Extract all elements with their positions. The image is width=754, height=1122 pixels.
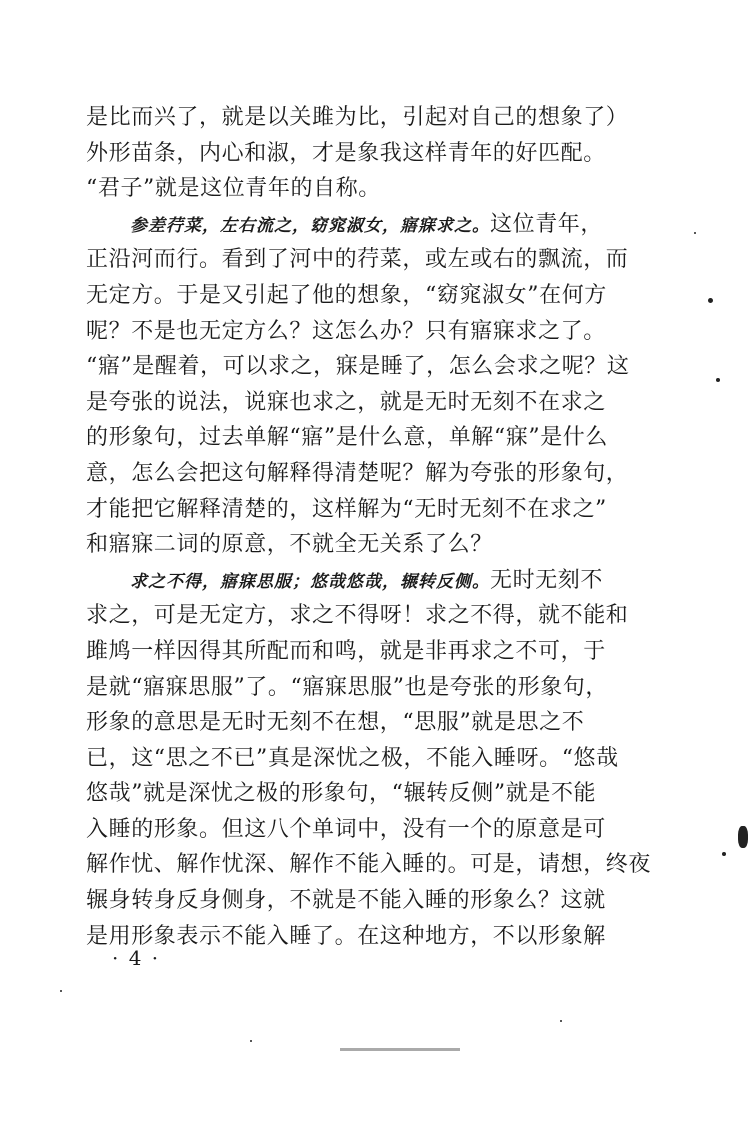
poem-quote: 求之不得，寤寐思服；悠哉悠哉，辗转反侧。 <box>130 571 490 592</box>
text-line: 雎鸠一样因得其所配而和鸣，就是非再求之不可，于 <box>86 638 606 664</box>
text-line: 外形苗条，内心和淑，才是象我这样青年的好匹配。 <box>86 140 606 166</box>
text-line: 解作忧、解作忧深、解作不能入睡的。可是，请想，终夜 <box>86 852 652 878</box>
text-line: 意，怎么会把这句解释得清楚呢？解为夸张的形象句， <box>86 460 629 486</box>
text-line: 悠哉”就是深忧之极的形象句，“辗转反侧”就是不能 <box>86 781 597 807</box>
text-line: 正沿河而行。看到了河中的荇菜，或左或右的飘流，而 <box>86 247 629 273</box>
scan-mark <box>340 1048 460 1051</box>
text-line: 和寤寐二词的原意，不就全无关系了么？ <box>86 532 493 558</box>
text-line: 已，这“思之不已”真是深忧之极，不能入睡呀。“悠哉 <box>86 745 619 771</box>
text-line: “寤”是醒着，可以求之，寐是睡了，怎么会求之呢？这 <box>86 354 630 380</box>
text-line: 是就“寤寐思服”了。“寤寐思服”也是夸张的形象句， <box>86 674 608 700</box>
text-line: 是夸张的说法，说寐也求之，就是无时无刻不在求之 <box>86 389 606 415</box>
scan-speck <box>560 1020 562 1022</box>
quote-line <box>86 563 666 599</box>
text-line: 呢？不是也无定方么？这怎么办？只有寤寐求之了。 <box>86 318 606 344</box>
scan-speck <box>722 852 726 856</box>
scan-speck <box>694 232 696 234</box>
text-line: 才能把它解释清楚的，这样解为“无时无刻不在求之” <box>86 496 607 522</box>
poem-quote: 参差荇菜，左右流之，窈窕淑女，寤寐求之。 <box>130 215 490 236</box>
text-line: 是比而兴了，就是以关雎为比，引起对自己的想象了） <box>86 105 629 130</box>
scan-speck <box>250 1040 252 1042</box>
text-line: 无定方。于是又引起了他的想象，“窈窕淑女”在何方 <box>86 282 607 308</box>
scan-speck <box>60 990 62 992</box>
text-line: 形象的意思是无时无刻不在想，“思服”就是思之不 <box>86 710 585 736</box>
text-span: 无时无刻不 <box>490 567 604 593</box>
scan-speck <box>738 826 748 848</box>
text-line: 的形象句，过去单解“寤”是什么意，单解“寐”是什么 <box>86 425 608 451</box>
scan-speck <box>708 298 713 303</box>
quote-line <box>86 207 666 243</box>
text-span: 这位青年， <box>490 211 604 237</box>
text-line: 辗身转身反身侧身，不就是不能入睡的形象么？这就 <box>86 888 606 914</box>
scan-speck <box>716 378 720 382</box>
page-number: · 4 · <box>112 946 161 970</box>
text-line: 入睡的形象。但这八个单词中，没有一个的原意是可 <box>86 816 606 842</box>
text-line: 是用形象表示不能入睡了。在这种地方，不以形象解 <box>86 923 606 949</box>
text-line: 求之，可是无定方，求之不得呀！求之不得，就不能和 <box>86 603 629 629</box>
body-text <box>86 100 666 954</box>
text-line: “君子”就是这位青年的自称。 <box>86 176 381 202</box>
